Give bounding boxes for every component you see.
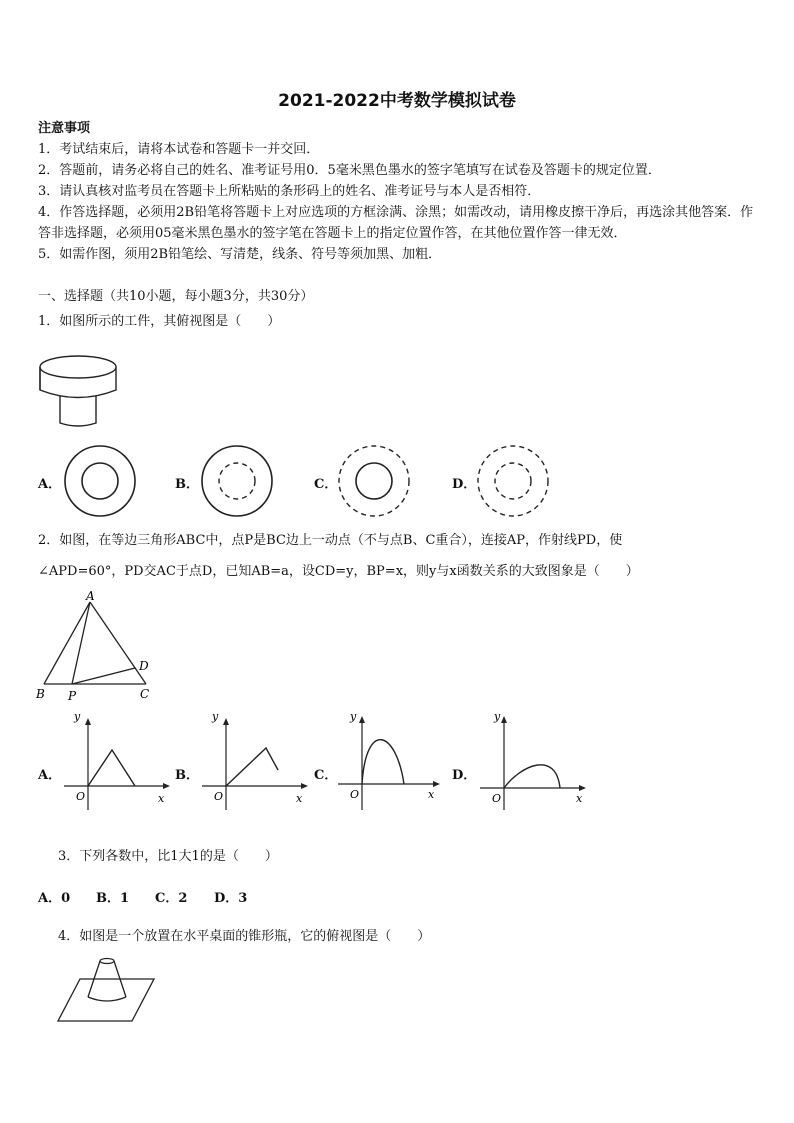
q2-label-p: P bbox=[68, 689, 77, 703]
q2-a-ylabel: y bbox=[74, 710, 81, 723]
q2-label-b: B bbox=[36, 687, 45, 701]
q2-label-c: C bbox=[140, 687, 150, 701]
q2-c-xlabel: x bbox=[428, 788, 435, 801]
q2-label-d: D bbox=[139, 659, 149, 673]
q1-option-a-label[interactable]: A． bbox=[38, 477, 62, 492]
q2-b-ylabel: y bbox=[212, 710, 219, 723]
q3-option-c[interactable]: C．2 bbox=[155, 891, 188, 906]
q3-option-a[interactable]: A．0 bbox=[38, 891, 71, 906]
q1-stem: 1．如图所示的工件，其俯视图是（ ） bbox=[38, 314, 281, 329]
q1-option-a-figure[interactable] bbox=[62, 441, 138, 521]
q2-b-xlabel: x bbox=[296, 792, 303, 805]
q2-d-xlabel: x bbox=[576, 792, 583, 805]
q2-triangle-figure bbox=[34, 588, 164, 708]
q3-stem: 3．下列各数中，比1大1的是（ ） bbox=[58, 849, 278, 864]
q1-option-b-figure[interactable] bbox=[199, 441, 275, 521]
notice-item-3: 3．请认真核对监考员在答题卡上所粘贴的条形码上的姓名、准考证号与本人是否相符． bbox=[38, 184, 541, 199]
q1-option-d-figure[interactable] bbox=[475, 441, 551, 521]
page-title: 2021-2022中考数学模拟试卷 bbox=[278, 91, 516, 111]
q2-stem-line-1: 2．如图，在等边三角形ABC中，点P是BC边上一动点（不与点B、C重合），连接AP，作射线PD，使 bbox=[38, 533, 623, 548]
q3-option-b[interactable]: B．1 bbox=[96, 891, 130, 906]
q2-b-origin: O bbox=[214, 790, 224, 803]
q2-c-ylabel: y bbox=[350, 710, 357, 723]
notice-item-5: 5．如需作图，须用2B铅笔绘、写清楚，线条、符号等须加黑、加粗． bbox=[38, 247, 442, 262]
notice-heading: 注意事项 bbox=[38, 121, 91, 136]
q1-workpiece-figure bbox=[38, 345, 118, 430]
section-heading: 一、选择题（共10小题，每小题3分，共30分） bbox=[38, 289, 314, 304]
notice-item-2: 2．答题前，请务必将自己的姓名、准考证号用0．5毫米黑色墨水的签字笔填写在试卷及答题卡的规定位置． bbox=[38, 163, 661, 178]
q4-stem: 4．如图是一个放置在水平桌面的锥形瓶，它的俯视图是（ ） bbox=[58, 929, 431, 944]
q1-option-b-label[interactable]: B． bbox=[175, 477, 199, 492]
q2-a-origin: O bbox=[76, 790, 86, 803]
q3-option-d[interactable]: D．3 bbox=[214, 891, 248, 906]
q2-option-a-label[interactable]: A． bbox=[38, 768, 62, 783]
q1-option-c-label[interactable]: C． bbox=[314, 477, 338, 492]
q1-option-d-label[interactable]: D． bbox=[452, 477, 477, 492]
q2-option-b-graph[interactable] bbox=[198, 710, 313, 825]
q2-option-c-graph[interactable] bbox=[336, 710, 451, 825]
notice-item-1: 1．考试结束后，请将本试卷和答题卡一并交回． bbox=[38, 142, 320, 157]
q2-option-c-label[interactable]: C． bbox=[314, 768, 338, 783]
q2-option-d-label[interactable]: D． bbox=[452, 768, 477, 783]
q2-option-b-label[interactable]: B． bbox=[175, 768, 199, 783]
q2-c-origin: O bbox=[350, 788, 360, 801]
q2-label-a: A bbox=[86, 589, 95, 603]
q2-stem-line-2: ∠APD=60°，PD交AC于点D，已知AB=a，设CD=y，BP=x，则y与x函数关系的大致图象是（ ） bbox=[38, 564, 639, 579]
q4-flask-figure bbox=[56, 955, 158, 1025]
q2-option-d-graph[interactable] bbox=[476, 710, 591, 825]
q2-a-xlabel: x bbox=[158, 792, 165, 805]
q2-option-a-graph[interactable] bbox=[60, 710, 175, 825]
notice-item-4: 4．作答选择题，必须用2B铅笔将答题卡上对应选项的方框涂满、涂黑；如需改动，请用橡皮擦干净后，再选涂其他答案．作答非选择题，必须用05毫米黑色墨水的签字笔在答题卡上的指定位置作答，在其他位置作答一律无效． bbox=[38, 205, 754, 241]
q2-d-ylabel: y bbox=[494, 710, 501, 723]
q1-option-c-figure[interactable] bbox=[336, 441, 412, 521]
q2-d-origin: O bbox=[492, 792, 502, 805]
